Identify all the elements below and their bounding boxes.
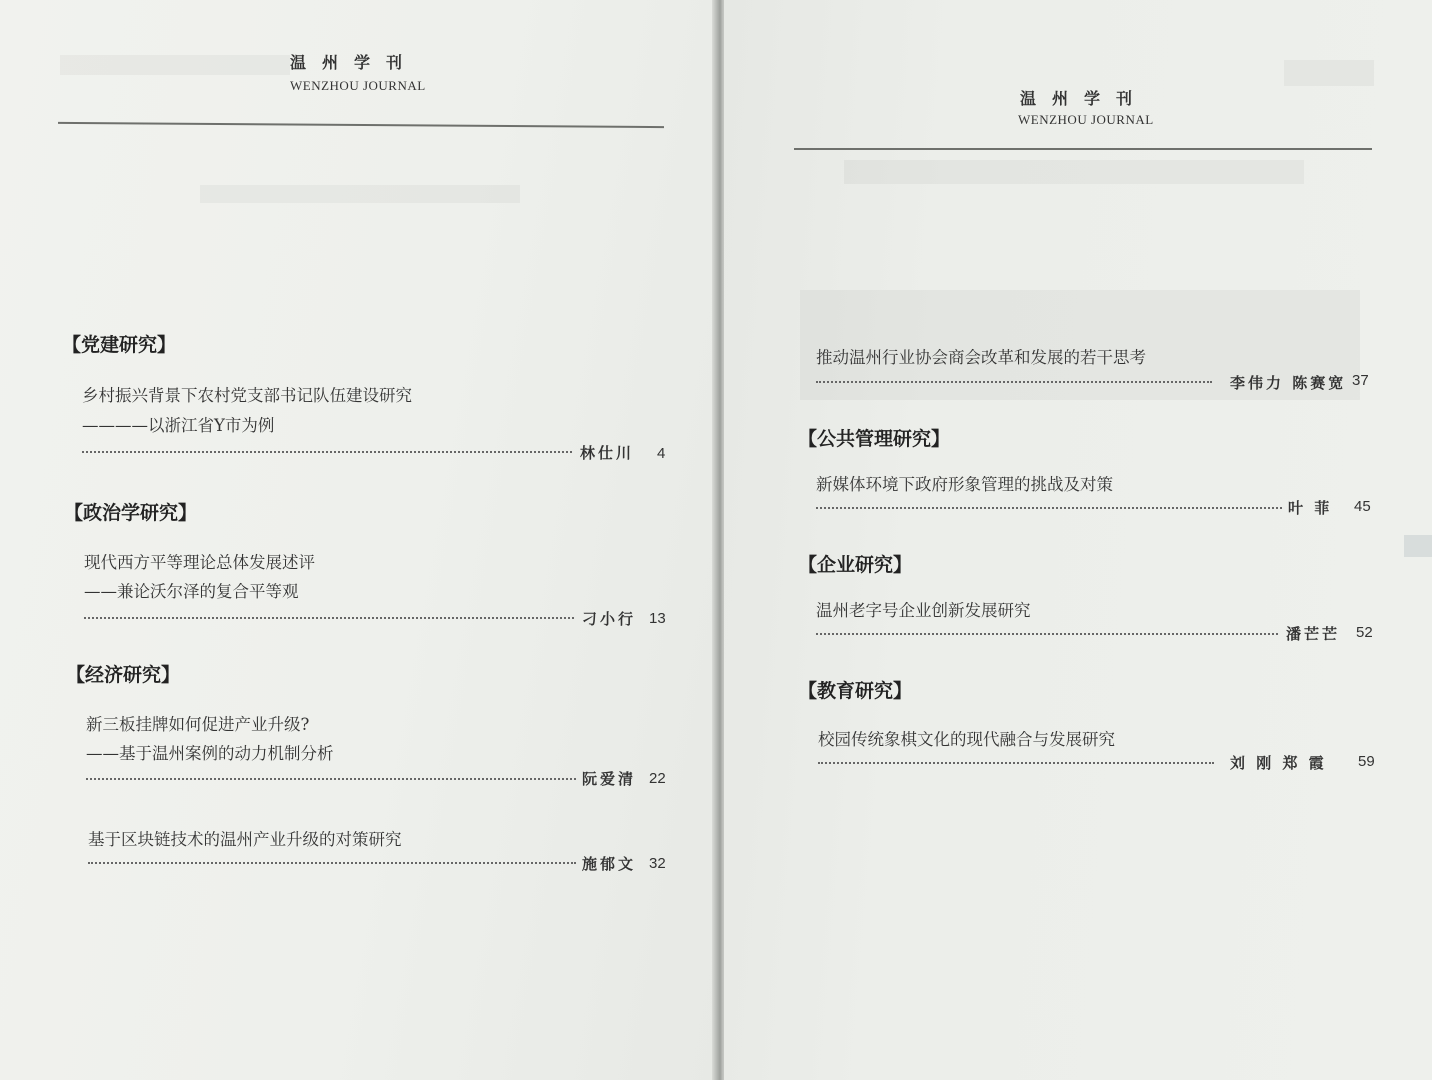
dotted-leader: [816, 381, 1212, 383]
section-heading: 【教育研究】: [798, 680, 913, 702]
entry-author: 叶 菲: [1288, 499, 1333, 517]
journal-title-cn: 温州学刊: [1020, 89, 1149, 108]
entry-page-number: 45: [1354, 498, 1371, 515]
entry-page-number: 52: [1356, 624, 1373, 641]
section-heading: 【党建研究】: [62, 334, 177, 356]
entry-author: 刘 刚 郑 霞: [1230, 754, 1327, 772]
entry-title: 新媒体环境下政府形象管理的挑战及对策: [816, 475, 1113, 494]
entry-author: 阮爱清: [582, 770, 637, 788]
bleed-through: [200, 185, 520, 203]
entry-title: 乡村振兴背景下农村党支部书记队伍建设研究: [82, 386, 412, 405]
entry-page-number: 59: [1358, 753, 1375, 770]
bleed-through: [1404, 535, 1432, 557]
dotted-leader: [82, 451, 572, 453]
section-heading: 【公共管理研究】: [798, 428, 951, 450]
entry-author: 刁小行: [582, 610, 637, 628]
dotted-leader: [86, 778, 576, 780]
dotted-leader: [816, 507, 1282, 509]
entry-title: 推动温州行业协会商会改革和发展的若干思考: [816, 348, 1146, 367]
entry-author: 林仕川: [580, 444, 635, 462]
entry-page-number: 32: [649, 855, 666, 872]
entry-subtitle: ——基于温州案例的动力机制分析: [86, 744, 334, 763]
journal-title-en: WENZHOU JOURNAL: [290, 78, 426, 93]
entry-author: 施郁文: [582, 855, 637, 873]
dotted-leader: [816, 633, 1278, 635]
entry-subtitle: ——兼论沃尔泽的复合平等观: [84, 582, 299, 601]
journal-title-en: WENZHOU JOURNAL: [1018, 112, 1154, 127]
entry-page-number: 37: [1352, 372, 1369, 389]
header-rule: [58, 122, 664, 128]
right-page: [724, 0, 1432, 1080]
section-heading: 【政治学研究】: [64, 502, 198, 524]
dotted-leader: [84, 617, 574, 619]
entry-title: 现代西方平等理论总体发展述评: [84, 553, 315, 572]
header-rule: [794, 148, 1372, 150]
entry-page-number: 13: [649, 610, 666, 627]
bleed-through: [60, 55, 290, 75]
entry-title: 校园传统象棋文化的现代融合与发展研究: [818, 730, 1115, 749]
entry-author: 李伟力 陈赛宽: [1230, 374, 1347, 392]
dotted-leader: [818, 762, 1214, 764]
entry-page-number: 4: [657, 445, 666, 462]
entry-title: 温州老字号企业创新发展研究: [816, 601, 1031, 620]
section-heading: 【经济研究】: [66, 664, 181, 686]
bleed-through: [1284, 60, 1374, 86]
journal-title-cn: 温州学刊: [290, 53, 419, 72]
dotted-leader: [88, 862, 576, 864]
bleed-through: [844, 160, 1304, 184]
section-heading: 【企业研究】: [798, 554, 913, 576]
entry-title: 基于区块链技术的温州产业升级的对策研究: [88, 830, 402, 849]
entry-subtitle: ————以浙江省Y市为例: [82, 416, 275, 435]
entry-page-number: 22: [649, 770, 666, 787]
entry-author: 潘芒芒: [1286, 625, 1341, 643]
entry-title: 新三板挂牌如何促进产业升级?: [86, 715, 310, 734]
